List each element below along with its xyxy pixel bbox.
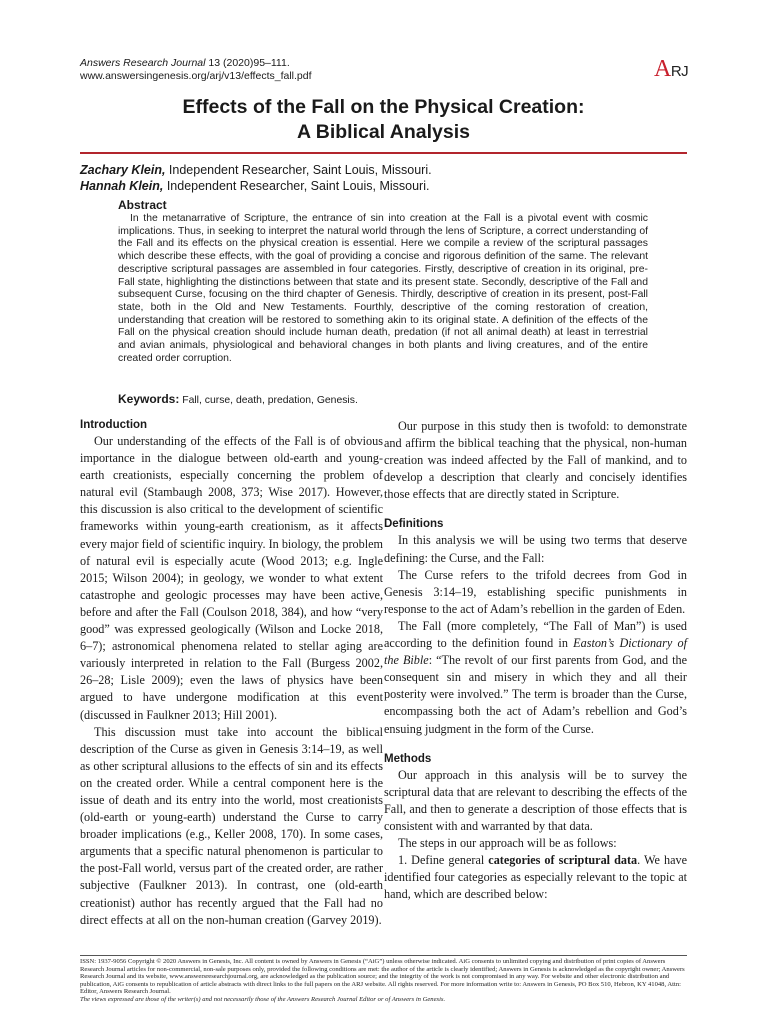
journal-name: Answers Research Journal [80,57,206,69]
author-name: Hannah Klein, [80,179,164,193]
copyright-notice: ISSN: 1937-9056 Copyright © 2020 Answers in Genesis, Inc. All content is owned by Answers in Genesis (“AiG”) unless otherwise indicated. AiG consents to unlimited copying and distribution of print copies of Answers Research Journal articles for non-commercial, non-sale purposes only, provided the following conditions are met: the author of the article is clearly identified; Answers in Genesis is acknowledged as the copyright owner; Answers Research Journal and its website, www.answersresearchjournal.org, are acknowledged as the publication source; and the integrity of the work is not compromised in any way. For website and other electronic distribution and publication, AiG consents to republication of article abstracts with direct links to the full papers on the ARJ website. All rights reserved. For more information write to: Answers in Genesis, PO Box 510, Hebron, KY 41048, Attn: Editor, Answers Research Journal. [80,958,685,996]
copyright-footer [80,955,687,1004]
paragraph: Our understanding of the effects of the Fall is of obvious importance in the dialogue between old-earth and young-earth creationists, especially concerning the problem of natural evil (Stambaugh 2008, 373; Wise 2017). However, this discussion is also critical to the development of scientific frameworks within young-earth creationism, as it affects every major field of scientific inquiry. In biology, the problem of natural evil is especially acute (Wood 2013; e.g. Ingle 2015; Wilson 2004); in geology, we wonder to what extent catastrophe and geologic processes may have been active, before and after the Fall (Coulson 2018, 384), and how “very good” was expressed geologically (Wilson and Locke 2018, 6–7); astronomical phenomena related to stellar aging are variously interpreted in relation to the Fall (Burgess 2002, 26–28; Lisle 2009); even the laws of physics have been argued to have undergone modification at this event (discussed in Faulkner 2013; Hill 2001). [80,434,383,722]
keywords [118,392,358,406]
abstract-text: In the metanarrative of Scripture, the entrance of sin into creation at the Fall is a pivotal event with cosmic implications. Thus, in seeking to interpret the natural world through the lens of Scripture, a correct understanding of the Fall and its effects on the physical creation is essential. Here we compile a review of the scriptural passages which describe these effects, with the goal of providing a concise and rigorous definition of the same. The relevant descriptive scriptural passages are assembled in four categories. Firstly, descriptive of creation in its original, pre-Fall state, highlighting the distinctions between that state and its present state. Secondly, descriptive of the Fall and subsequent Curse, focusing on the third chapter of Genesis. Thirdly, descriptive of creation in its present, post-Fall state, both in the Old and New Testaments. Fourthly, descriptive of the coming restoration of creation, understanding that creation will be restored to something akin to its original state. A definition of the effects of the Fall on the physical creation should include human death, predation (if not all animal death) at least in terrestrial and avian animals, physiological and behavioral changes in both plants and living creatures, and of the entire created order corruption. [118,213,648,364]
bold-term: categories of scriptural data [488,853,638,868]
author-name: Zachary Klein, [80,163,166,177]
text-run: 1. Define general [398,853,489,868]
journal-reference [80,57,312,83]
paragraph [384,618,687,738]
title-line-1: Effects of the Fall on the Physical Creation: [182,96,585,118]
arj-logo [654,56,688,83]
author-1 [80,163,432,177]
disclaimer [80,996,687,1004]
right-column [384,418,687,903]
left-column [80,418,383,929]
dictionary-title: Easton’s Dictionary of the Bible [384,636,687,668]
title-line-2: A Biblical Analysis [296,121,471,143]
author-2 [80,179,429,193]
journal-issue: 13 (2020)95–111. [208,57,290,69]
text-run: : “The revolt of our first parents from God, and the consequent sin and misery in which they and all their posterity were involved.” The term is broader than the Curse, encompassing both the act of Adam’s rebellion and God’s ensuing judgment in the form of the Curse. [384,653,688,736]
logo-letters-rj: RJ [670,63,689,80]
title-divider [80,152,687,154]
paragraph [384,852,687,903]
disclaimer-text: The views expressed are those of the writer(s) and not necessarily those of the Answers Research Journal Editor or of Answers in Genesis. [80,995,446,1003]
keywords-text: Fall, curse, death, predation, Genesis. [179,395,358,406]
paragraph: Our purpose in this study then is twofold: to demonstrate and affirm the biblical teaching that the physical, non-human creation was indeed affected by the Fall of mankind, and to develop a description that clearly and concisely identifies those effects that are directly stated in Scripture. [384,419,687,502]
text-run: . We have identified four categories as especially relevant to the topic at hand, which are described below: [384,853,687,902]
paragraph: The Curse refers to the trifold decrees from God in Genesis 3:14–19, establishing specific punishments in response to the act of Adam’s rebellion in the garden of Eden. [384,567,687,616]
journal-citation [80,57,312,70]
section-heading-methods: Methods [384,752,432,765]
paragraph: This discussion must take into account the biblical description of the Curse as given in Genesis 3:14–19, as well as other scriptural allusions to the effects of sin and its effects on the created order. While a central component here is the issue of death and its entry into the world, most creationists (old-earth or young-earth) understand the Curse to carry broader implications (e.g., Keller 2008, 170). In some cases, arguments that a specific natural phenomenon is particular to the post-Fall world, versus part of the created order, are rather subjective (Faulkner 2013). In contrast, one (old-earth creationist) author has recently argued that the Fall had no direct effects at all on the non-human creation (Garvey 2019). [80,724,383,927]
section-heading-introduction: Introduction [80,419,148,431]
logo-letter-a: A [654,56,671,82]
abstract-heading: Abstract [118,198,167,212]
keywords-label: Keywords: [118,392,180,406]
paragraph: The steps in our approach will be as follows: [398,835,617,850]
paragraph: Our approach in this analysis will be to survey the scriptural data that are relevant to describing the effects of the Fall, and then to generate a description of those effects that is consistent with and warranted by that data. [384,767,687,833]
journal-url: www.answersingenesis.org/arj/v13/effects_fall.pdf [80,70,312,82]
author-affiliation: Independent Researcher, Saint Louis, Missouri. [163,179,430,193]
paragraph: In this analysis we will be using two terms that deserve defining: the Curse, and the Fall: [384,533,687,565]
author-affiliation: Independent Researcher, Saint Louis, Missouri. [165,163,432,177]
article-title [80,95,687,145]
text-run: The Fall (more completely, “The Fall of Man”) is used according to the definition found in [384,618,687,651]
section-heading-definitions: Definitions [384,518,444,531]
